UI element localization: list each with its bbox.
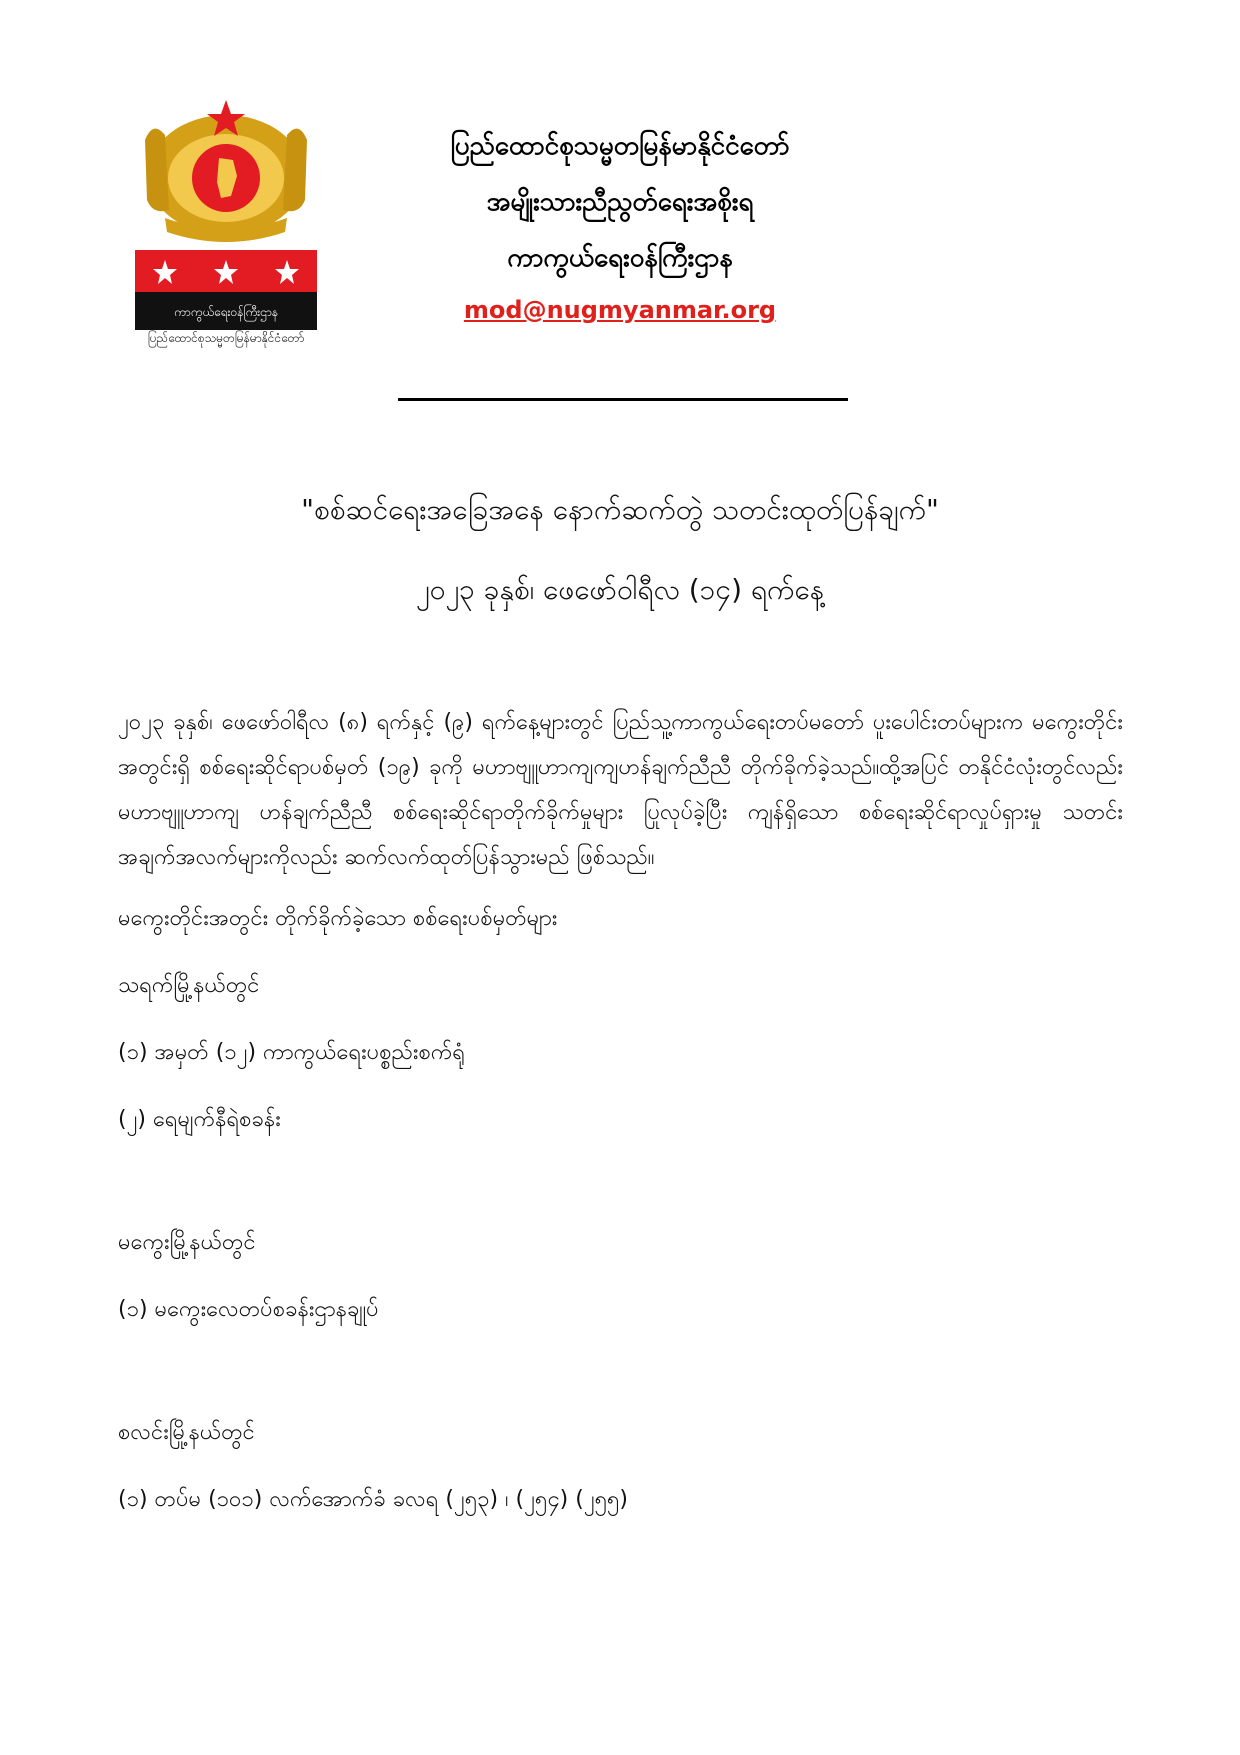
header-country: ပြည်ထောင်စုသမ္မတမြန်မာနိုင်ငံတော်	[450, 131, 790, 161]
header-government: အမျိုးသားညီညွတ်ရေးအစိုးရ	[486, 187, 754, 217]
township-heading: စလင်းမြို့နယ်တွင်	[118, 1420, 255, 1445]
target-item: (၁) တပ်မ (၁၀၁) လက်အောက်ခံ ခလရ (၂၅၃) ၊ (၂၅၄) (၂၅၅)	[118, 1487, 628, 1512]
section-heading: မကွေးတိုင်းအတွင်း တိုက်ခိုက်ခဲ့သော စစ်ရေးပစ်မှတ်များ	[118, 906, 558, 931]
target-item: (၁) အမှတ် (၁၂) ကာကွယ်ရေးပစ္စည်းစက်ရုံ	[118, 1040, 465, 1065]
spacer	[118, 1164, 1123, 1220]
target-item: (၁) မကွေးလေတပ်စခန်းဌာနချုပ်	[118, 1297, 379, 1322]
state-seal-emblem-icon	[135, 100, 317, 350]
logo-banner-label: ကာကွယ်ရေးဝန်ကြီးဌာန	[173, 305, 279, 319]
document-date: ၂၀၂၃ ခုနှစ်၊ ဖေဖော်ဝါရီလ (၁၄) ရက်နေ့	[415, 573, 825, 606]
header-ministry: ကာကွယ်ရေးဝန်ကြီးဌာန	[507, 243, 733, 273]
header-divider	[398, 398, 848, 401]
spacer	[118, 1354, 1123, 1410]
township-heading: သရက်မြို့နယ်တွင်	[118, 973, 260, 998]
letterhead	[380, 118, 860, 334]
document-title: "စစ်ဆင်ရေးအခြေအနေ နောက်ဆက်တွဲ သတင်းထုတ်ပြန်ချက်"	[301, 493, 939, 526]
document-body	[118, 700, 1123, 1544]
ministry-seal-logo	[135, 100, 317, 350]
target-item: (၂) ရေမျက်နီရဲစခန်း	[118, 1107, 281, 1132]
township-heading: မကွေးမြို့နယ်တွင်	[118, 1230, 256, 1255]
intro-paragraph: ၂၀၂၃ ခုနှစ်၊ ဖေဖော်ဝါရီလ (၈) ရက်နှင့် (၉) ရက်နေ့များတွင် ပြည်သူ့ကာကွယ်ရေးတပ်မတော် ပူးပေါင်းတပ်များက မကွေးတိုင်းအတွင်းရှိ စစ်ရေးဆိုင်ရာပစ်မှတ် (၁၉) ခုကို မဟာဗျူဟာကျကျဟန်ချက်ညီညီ တိုက်ခိုက်ခဲ့သည်။ထို့အပြင် တနိုင်ငံလုံးတွင်လည်း မဟာဗျူဟာကျ ဟန်ချက်ညီညီ စစ်ရေးဆိုင်ရာတိုက်ခိုက်မှုများ ပြုလုပ်ခဲ့ပြီး ကျန်ရှိသော စစ်ရေးဆိုင်ရာလှုပ်ရှားမှု သတင်းအချက်အလက်များကိုလည်း ဆက်လက်ထုတ်ပြန်သွားမည် ဖြစ်သည်။	[118, 710, 1123, 870]
logo-caption: ပြည်ထောင်စုသမ္မတမြန်မာနိုင်ငံတော်	[147, 331, 305, 345]
email-link[interactable]: mod@nugmyanmar.org	[463, 296, 777, 324]
